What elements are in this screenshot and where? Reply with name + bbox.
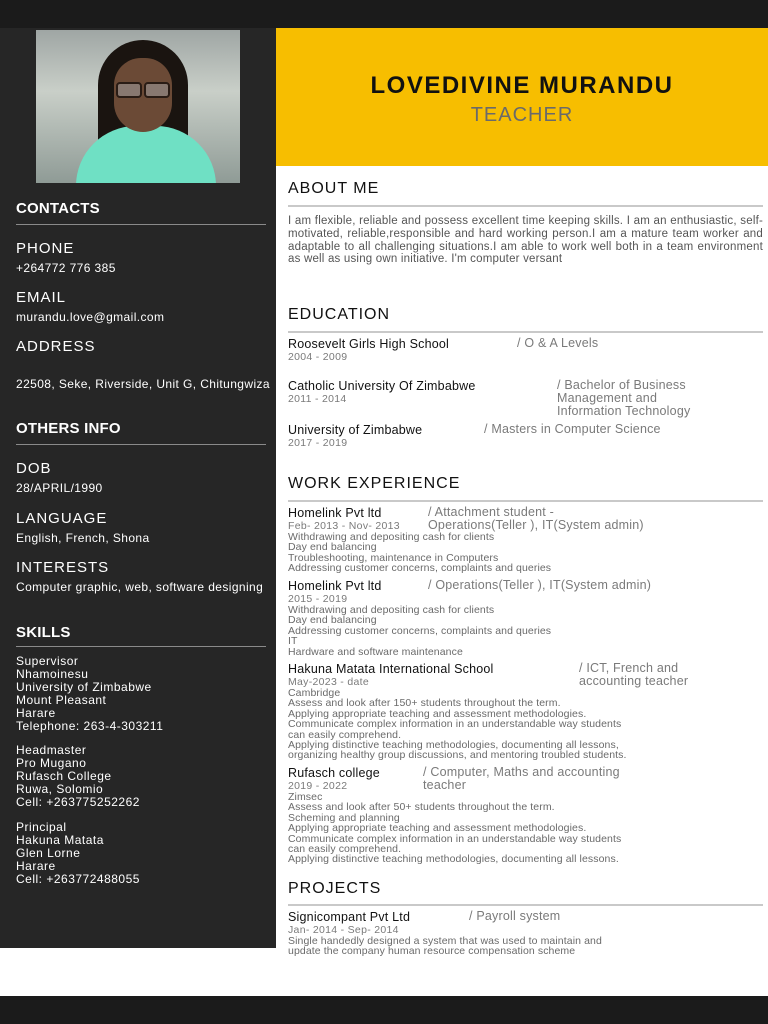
company: Homelink Pvt ltd [288, 579, 382, 593]
education-item [288, 337, 763, 363]
interests-value: Computer graphic, web, software designing [16, 580, 264, 594]
experience-item [288, 579, 763, 657]
dates: 2017 - 2019 [288, 437, 348, 449]
institution: Roosevelt Girls High School [288, 337, 450, 351]
phone-value: +264772 776 385 [16, 261, 116, 275]
dates: 2011 - 2014 [288, 393, 347, 405]
address-value: 22508, Seke, Riverside, Unit G, Chitungwiza [16, 377, 270, 391]
email-label: EMAIL [16, 289, 67, 306]
divider [288, 904, 763, 906]
project-item [288, 910, 763, 957]
education-heading: EDUCATION [288, 306, 391, 323]
experience-item [288, 662, 763, 761]
description: Cambridge Assess and look after 150+ students throughout the term. Applying appropriate teaching and assessment methodologies. Communicate complex information in an understandable way students can easily comprehend. Applying distinctive teaching methodologies, documenting all lessons, organizing healthy group discussions, and mentoring troubled students. [288, 687, 627, 762]
work-experience-heading: WORK EXPERIENCE [288, 475, 461, 492]
dates: Feb- 2013 - Nov- 2013 [288, 520, 400, 532]
top-bar [0, 0, 768, 28]
others-info-heading: OTHERS INFO [16, 420, 121, 437]
language-value: English, French, Shona [16, 531, 150, 545]
resume-page [0, 28, 768, 996]
job-title: / Attachment student - Operations(Teller ), IT(System admin) [428, 505, 644, 532]
experience-item [288, 506, 763, 574]
company: Signicompant Pvt Ltd [288, 910, 411, 924]
experience-item [288, 766, 763, 865]
description: Single handedly designed a system that was used to maintain and update the company human resource compensation scheme [288, 935, 602, 958]
contacts-heading: CONTACTS [16, 200, 100, 217]
divider [288, 205, 763, 207]
education-item [288, 378, 763, 418]
dates: Jan- 2014 - Sep- 2014 [288, 924, 399, 936]
bottom-bar [0, 996, 768, 1024]
job-title: / Computer, Maths and accounting teacher [423, 765, 620, 792]
job-title: / Operations(Teller ), IT(System admin) [428, 578, 652, 592]
degree: / Bachelor of Business Management and Information Technology [557, 378, 691, 418]
institution: Catholic University Of Zimbabwe [288, 379, 476, 393]
degree: / O & A Levels [517, 336, 599, 350]
candidate-name: LOVEDIVINE MURANDU [370, 72, 674, 99]
dates: 2004 - 2009 [288, 351, 348, 363]
institution: University of Zimbabwe [288, 423, 423, 437]
language-label: LANGUAGE [16, 510, 108, 527]
divider [16, 444, 266, 445]
dates: May-2023 - date [288, 676, 369, 688]
dates: 2019 - 2022 [288, 780, 348, 792]
address-label: ADDRESS [16, 338, 96, 355]
reference-supervisor: Supervisor Nhamoinesu University of Zimbabwe Mount Pleasant Harare Telephone: 263-4-303211 [16, 654, 164, 733]
profile-photo [36, 30, 240, 183]
education-item [288, 423, 763, 449]
reference-principal: Principal Hakuna Matata Glen Lorne Harare Cell: +263772488055 [16, 820, 140, 886]
about-heading: ABOUT ME [288, 180, 380, 197]
skills-heading: SKILLS [16, 624, 71, 641]
dob-value: 28/APRIL/1990 [16, 481, 103, 495]
dates: 2015 - 2019 [288, 593, 348, 605]
dob-label: DOB [16, 460, 52, 477]
description: Withdrawing and depositing cash for clients Day end balancing Addressing customer concerns, complaints and queries IT Hardware and software maintenance [288, 604, 552, 658]
divider [288, 331, 763, 333]
project-title: / Payroll system [469, 909, 561, 923]
divider [288, 500, 763, 502]
about-text: I am flexible, reliable and possess excellent time keeping skills. I am an enthusiastic, self-motivated, reliable,responsible and hard working person.I am a mature team worker and adaptable to all challenging situations.I am able to work well both in a team environment as well as using own initiative. I'm computer versant [288, 215, 763, 266]
divider [16, 646, 266, 647]
job-title: / ICT, French and accounting teacher [579, 661, 689, 688]
projects-heading: PROJECTS [288, 880, 382, 897]
header-banner [276, 28, 768, 166]
degree: / Masters in Computer Science [484, 422, 661, 436]
company: Hakuna Matata International School [288, 662, 494, 676]
company: Homelink Pvt ltd [288, 506, 382, 520]
description: Withdrawing and depositing cash for clients Day end balancing Troubleshooting, maintenance in Computers Addressing customer concerns, complaints and queries [288, 531, 552, 575]
candidate-role: TEACHER [470, 104, 574, 126]
phone-label: PHONE [16, 240, 75, 257]
sidebar [0, 28, 276, 948]
divider [16, 224, 266, 225]
company: Rufasch college [288, 766, 380, 780]
description: Zimsec Assess and look after 50+ students throughout the term. Scheming and planning Applying appropriate teaching and assessment methodologies. Communicate complex information in an understandable way students can easily comprehend. Applying distinctive teaching methodologies, documenting all lessons. [288, 791, 622, 866]
email-value: murandu.love@gmail.com [16, 310, 165, 324]
reference-headmaster: Headmaster Pro Mugano Rufasch College Ruwa, Solomio Cell: +263775252262 [16, 743, 140, 809]
interests-label: INTERESTS [16, 559, 110, 576]
